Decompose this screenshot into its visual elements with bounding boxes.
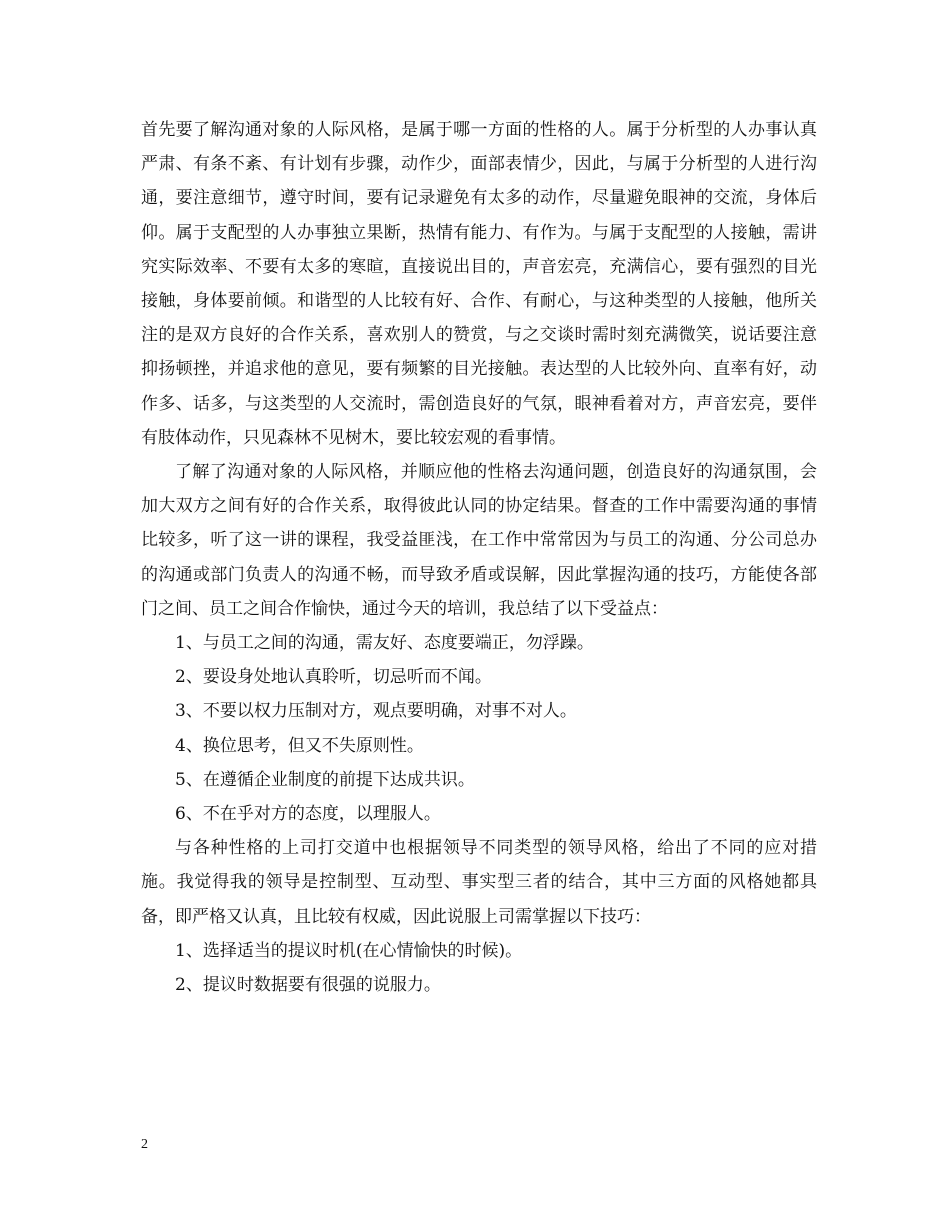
list-item: 3、不要以权力压制对方，观点要明确，对事不对人。 (175, 701, 577, 722)
page-number: 2 (141, 1137, 148, 1152)
list-item: 1、与员工之间的沟通，需友好、态度要端正，勿浮躁。 (175, 633, 594, 654)
document-page (141, 113, 817, 1002)
techniques-list (141, 934, 817, 1002)
list-item: 2、提议时数据要有很强的说服力。 (175, 975, 441, 996)
paragraph-personality-styles: 首先要了解沟通对象的人际风格，是属于哪一方面的性格的人。属于分析型的人办事认真严肃、有条不紊、有计划有步骤，动作少，面部表情少，因此，与属于分析型的人进行沟通，要注意细节，遵守时间，要有记录避免有太多的动作，尽量避免眼神的交流，身体后仰。属于支配型的人办事独立果断，热情有能力、有作为。与属于支配型的人接触，需讲究实际效率、不要有太多的寒暄，直接说出目的，声音宏亮，充满信心，要有强烈的目光接触，身体要前倾。和谐型的人比较有好、合作、有耐心，与这种类型的人接触，他所关注的是双方良好的合作关系，喜欢别人的赞赏，与之交谈时需时刻充满微笑，说话要注意抑扬顿挫，并追求他的意见，要有频繁的目光接触。表达型的人比较外向、直率有好，动作多、话多，与这类型的人交流时，需创造良好的气氛，眼神看着对方，声音宏亮，要伴有肢体动作，只见森林不见树木，要比较宏观的看事情。 (141, 120, 817, 448)
benefits-list (141, 626, 817, 831)
paragraph-persuading-boss: 与各种性格的上司打交道中也根据领导不同类型的领导风格，给出了不同的应对措施。我觉得我的领导是控制型、互动型、事实型三者的结合，其中三方面的风格她都具备，即严格又认真，且比较有权威，因此说服上司需掌握以下技巧： (141, 838, 817, 927)
paragraph-training-benefits: 了解了沟通对象的人际风格，并顺应他的性格去沟通问题，创造良好的沟通氛围，会加大双方之间有好的合作关系，取得彼此认同的协定结果。督查的工作中需要沟通的事情比较多，听了这一讲的课程，我受益匪浅，在工作中常常因为与员工的沟通、分公司总办的沟通或部门负责人的沟通不畅，而导致矛盾或误解，因此掌握沟通的技巧，方能使各部门之间、员工之间合作愉快，通过今天的培训，我总结了以下受益点： (141, 462, 817, 619)
list-item: 2、要设身处地认真聆听，切忌听而不闻。 (175, 667, 492, 688)
list-item: 5、在遵循企业制度的前提下达成共识。 (175, 769, 475, 790)
list-item: 6、不在乎对方的态度，以理服人。 (175, 804, 441, 825)
list-item: 4、换位思考，但又不失原则性。 (175, 735, 424, 756)
list-item: 1、选择适当的提议时机(在心情愉快的时候)。 (175, 940, 523, 961)
